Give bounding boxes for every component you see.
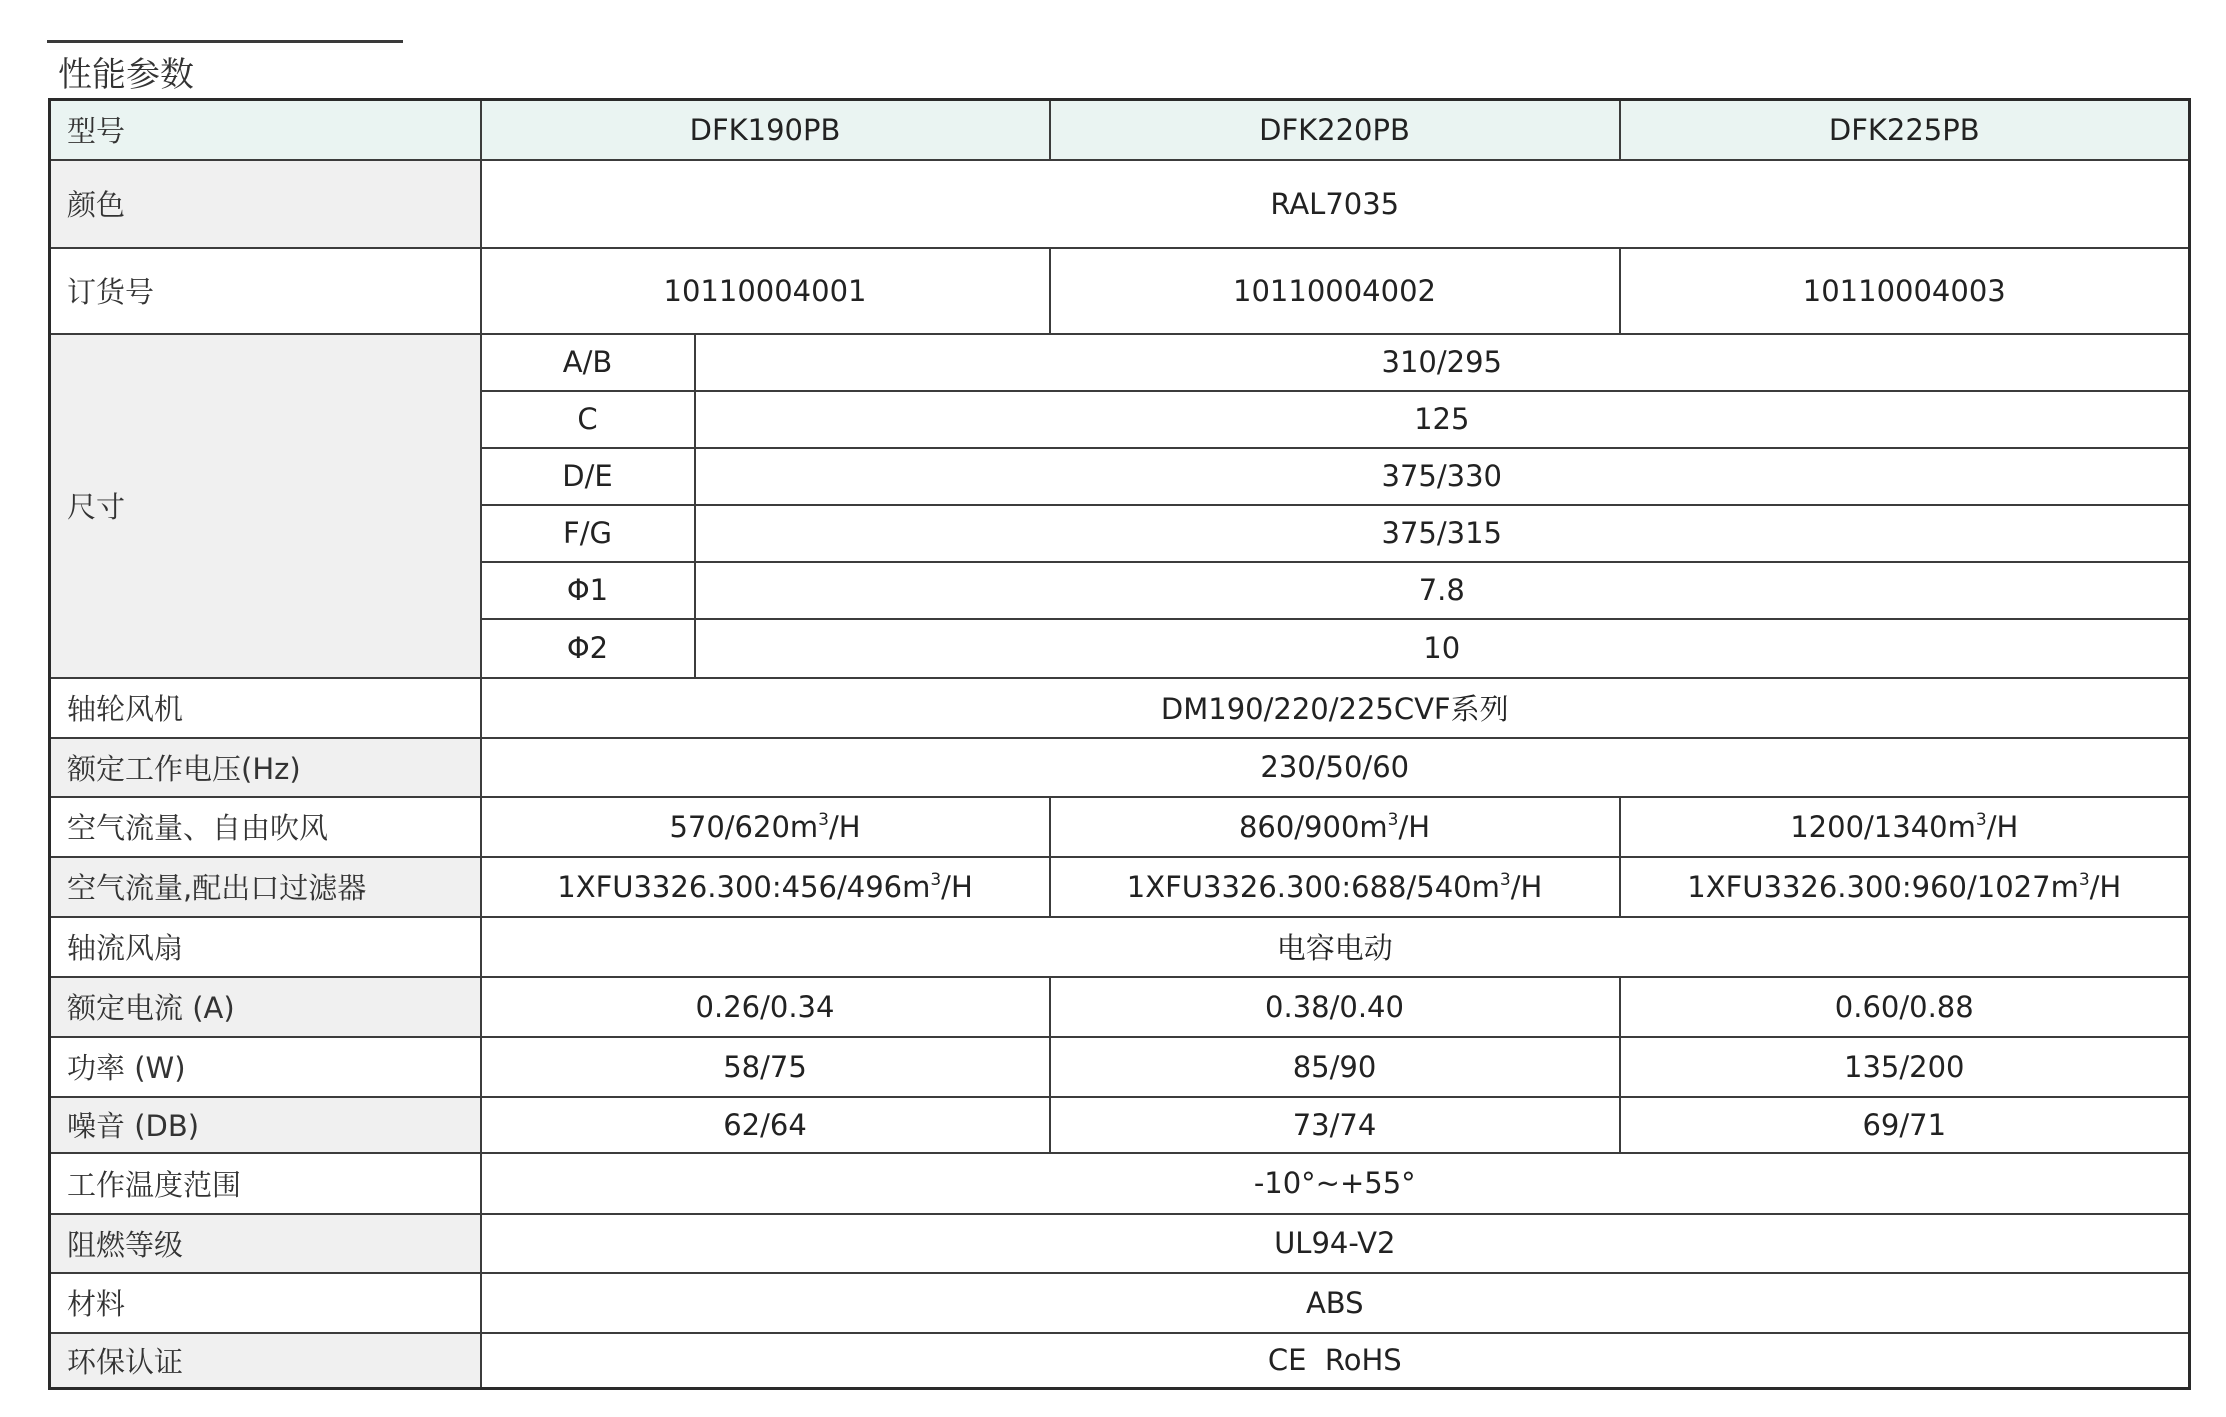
spec-table [48,98,2191,1390]
dim-key-fg: F/G [481,505,695,562]
axial-fan-value: 电容电动 [481,917,2190,977]
table-row-airflow-filter [50,857,2190,917]
table-row-certification [50,1333,2190,1389]
material-label: 材料 [50,1273,481,1333]
noise-cell-3: 69/71 [1620,1097,2190,1153]
title-rule [47,40,403,43]
dim-key-phi1: Φ1 [481,562,695,619]
fan-motor-label: 轴轮风机 [50,678,481,738]
table-row-airflow-free [50,797,2190,857]
model-cell-3: DFK225PB [1620,100,2190,160]
table-row-voltage [50,738,2190,797]
table-row-fan-motor [50,678,2190,738]
order-label: 订货号 [50,248,481,334]
table-row-order [50,248,2190,334]
current-cell-3: 0.60/0.88 [1620,977,2190,1037]
table-row-power [50,1037,2190,1097]
fan-motor-value: DM190/220/225CVF系列 [481,678,2190,738]
flame-label: 阻燃等级 [50,1214,481,1273]
voltage-value: 230/50/60 [481,738,2190,797]
table-row-current [50,977,2190,1037]
table-row-flame [50,1214,2190,1273]
dim-value-phi1: 7.8 [695,562,2190,619]
dim-key-c: C [481,391,695,448]
model-cell-2: DFK220PB [1050,100,1620,160]
color-value: RAL7035 [481,160,2190,248]
table-row-dim-ab [50,334,2190,391]
airflow-filter-cell-1: $1XFU3326.300:456/496m^3/H$ [481,857,1050,917]
current-label: 额定电流 (A) [50,977,481,1037]
airflow-filter-cell-2: $1XFU3326.300:688/540m^3/H$ [1050,857,1620,917]
dim-key-ab: A/B [481,334,695,391]
dim-value-de: 375/330 [695,448,2190,505]
model-cell-1: DFK190PB [481,100,1050,160]
power-cell-1: 58/75 [481,1037,1050,1097]
temperature-label: 工作温度范围 [50,1153,481,1214]
flame-value: UL94-V2 [481,1214,2190,1273]
dim-key-phi2: Φ2 [481,619,695,678]
airflow-free-label: 空气流量、自由吹风 [50,797,481,857]
dimensions-label: 尺寸 [50,334,481,678]
table-row-color [50,160,2190,248]
airflow-free-cell-3: $1200/1340m^3/H$ [1620,797,2190,857]
table-row-model [50,100,2190,160]
power-cell-2: 85/90 [1050,1037,1620,1097]
current-cell-1: 0.26/0.34 [481,977,1050,1037]
dim-value-ab: 310/295 [695,334,2190,391]
axial-fan-label: 轴流风扇 [50,917,481,977]
table-row-material [50,1273,2190,1333]
certification-label: 环保认证 [50,1333,481,1389]
airflow-free-cell-1: $570/620m^3/H$ [481,797,1050,857]
noise-cell-2: 73/74 [1050,1097,1620,1153]
noise-cell-1: 62/64 [481,1097,1050,1153]
temperature-value: -10°~+55° [481,1153,2190,1214]
certification-value: CE RoHS [481,1333,2190,1389]
current-cell-2: 0.38/0.40 [1050,977,1620,1037]
power-label: 功率 (W) [50,1037,481,1097]
power-cell-3: 135/200 [1620,1037,2190,1097]
dim-value-c: 125 [695,391,2190,448]
order-cell-2: 10110004002 [1050,248,1620,334]
airflow-filter-label: 空气流量,配出口过滤器 [50,857,481,917]
model-label: 型号 [50,100,481,160]
airflow-filter-cell-3: $1XFU3326.300:960/1027m^3/H$ [1620,857,2190,917]
dim-key-de: D/E [481,448,695,505]
order-cell-3: 10110004003 [1620,248,2190,334]
table-row-axial-fan [50,917,2190,977]
dim-value-phi2: 10 [695,619,2190,678]
material-value: ABS [481,1273,2190,1333]
airflow-free-cell-2: $860/900m^3/H$ [1050,797,1620,857]
color-label: 颜色 [50,160,481,248]
section-title: 性能参数 [58,55,194,95]
dim-value-fg: 375/315 [695,505,2190,562]
voltage-label: 额定工作电压(Hz) [50,738,481,797]
noise-label: 噪音 (DB) [50,1097,481,1153]
table-row-noise [50,1097,2190,1153]
table-row-temperature [50,1153,2190,1214]
order-cell-1: 10110004001 [481,248,1050,334]
